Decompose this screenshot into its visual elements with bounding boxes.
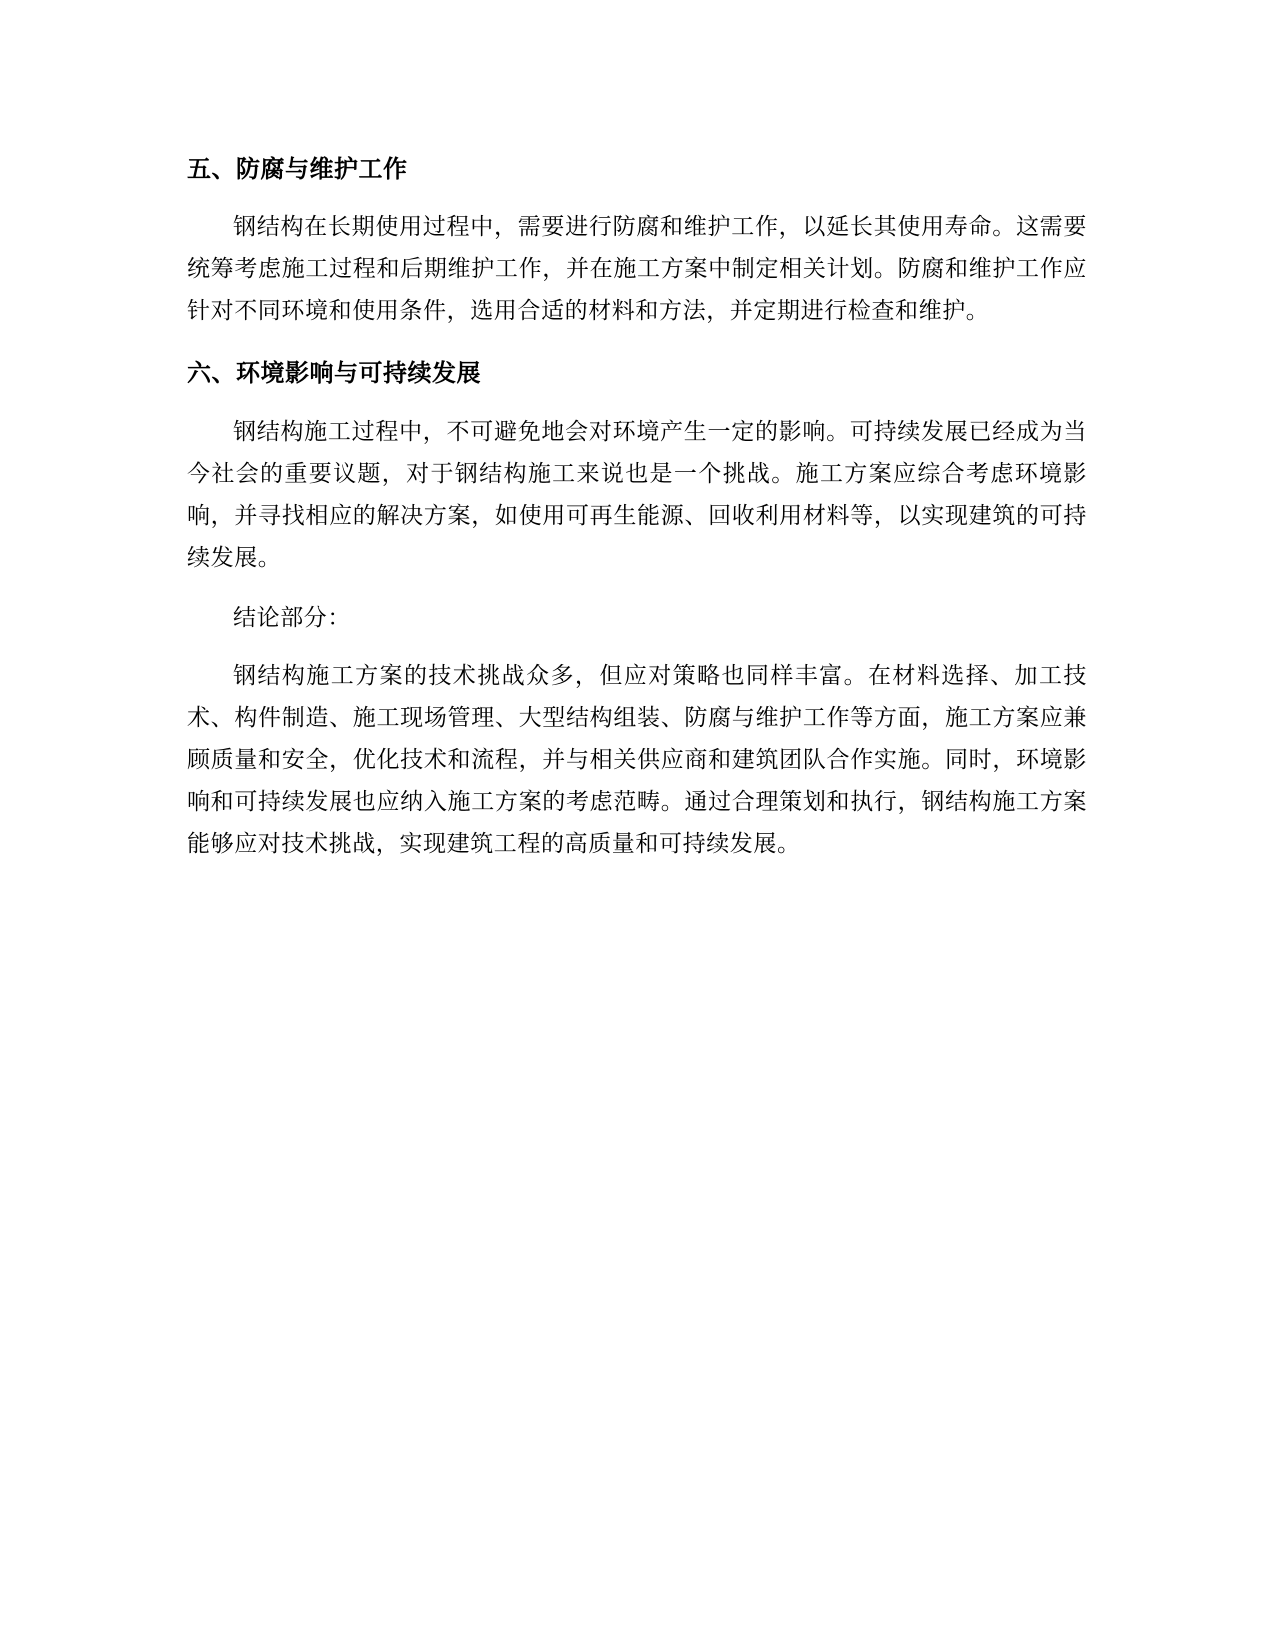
section-heading-anticorrosion: 五、防腐与维护工作 — [187, 155, 408, 183]
conclusion-label: 结论部分： — [233, 605, 351, 631]
section-heading-sustainability: 六、环境影响与可持续发展 — [187, 359, 481, 387]
section-paragraph-anticorrosion: 钢结构在长期使用过程中，需要进行防腐和维护工作，以延长其使用寿命。这需要统筹考虑施工过程和后期维护工作，并在施工方案中制定相关计划。防腐和维护工作应针对不同环境和使用条件，选用合适的材料和方法，并定期进行检查和维护。 — [187, 214, 1087, 324]
document-page — [187, 145, 1087, 865]
section-paragraph-sustainability: 钢结构施工过程中，不可避免地会对环境产生一定的影响。可持续发展已经成为当今社会的重要议题，对于钢结构施工来说也是一个挑战。施工方案应综合考虑环境影响，并寻找相应的解决方案，如使用可再生能源、回收利用材料等，以实现建筑的可持续发展。 — [187, 419, 1087, 571]
conclusion-paragraph: 钢结构施工方案的技术挑战众多，但应对策略也同样丰富。在材料选择、加工技术、构件制造、施工现场管理、大型结构组装、防腐与维护工作等方面，施工方案应兼顾质量和安全，优化技术和流程，并与相关供应商和建筑团队合作实施。同时，环境影响和可持续发展也应纳入施工方案的考虑范畴。通过合理策划和执行，钢结构施工方案能够应对技术挑战，实现建筑工程的高质量和可持续发展。 — [187, 663, 1087, 857]
